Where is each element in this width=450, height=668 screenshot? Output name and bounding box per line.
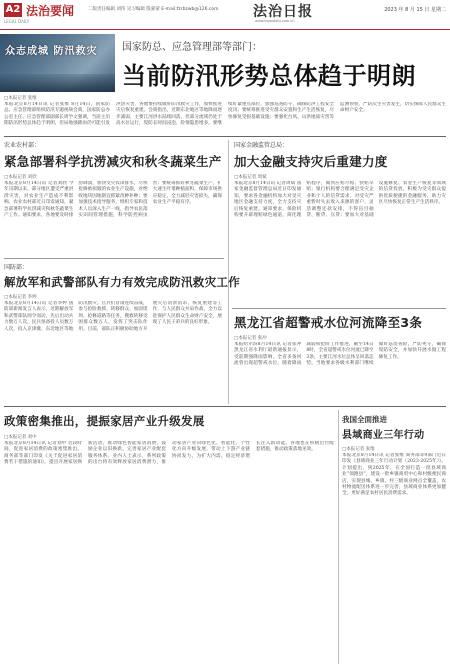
page-number-badge: A2	[5, 4, 21, 15]
divider-finance	[232, 308, 446, 309]
defense-kicker: 国防部：	[4, 264, 29, 271]
divider-agri	[4, 258, 224, 259]
finance-body: 本报北京8月14日讯 记者周斌 国家金融监督管理总局近日印发通知，要求各金融机构加大对受灾地区金融支持力度，全力支持灾后恢复重建。通知要求，保险机构要开辟理赔绿色通道，简化理赔程序，做到应赔尽赔、快赔早赔；银行机构要合理满足受灾企业和个人的信贷需求，对受灾严重暂时失去收入来源的客户，灵活调整还款安排，不得盲目抽贷、断贷、压贷；要加大对基础设施修复、农业生产恢复等领域的信贷投放，积极为受灾群众提供优质便捷的金融服务，助力灾区尽快恢复正常生产生活秩序。	[234, 181, 446, 219]
finance-headline: 加大金融支持灾后重建力度	[234, 154, 388, 169]
column-divider	[228, 140, 229, 404]
defense-headline: 解放军和武警部队有力有效完成防汛救灾工作	[4, 275, 240, 289]
section-title: 法治要闻	[26, 4, 75, 18]
heilongjiang-body: 本报哈尔滨8月14日讯 记者张冲 黑龙江省水利厅最新通报显示，受前期强降雨影响，全省多条河流曾出现超警戒水位。随着降雨减弱和抢险工作推进，截至14日8时，全省超警戒水位河流已降至3条，主要江河水位总体呈回落态势。当地要求各级水利部门继续做好巡堤查险，严防死守，确保堤防安全，并加快开展水毁工程修复工作。	[234, 342, 446, 367]
finance-byline: □本报记者 周斌	[234, 175, 267, 180]
flood-photo	[0, 34, 115, 92]
header-english-name: LEGAL DAILY	[4, 19, 30, 24]
county-body: 本报北京8月14日讯 记者张维 商务部等9部门近日印发《县域商业三年行动计划（2023-2025年）》。计划提出，到2025年，在全国打造一批县域商业“领跑县”，建设一批乡镇商贸中心和村级便民商店，实现县城、乡镇、村三级商业网点全覆盖，农村物流配送体系进一步完善，县域商业体系更加健全，更好满足农村居民消费需求。	[342, 453, 446, 497]
lead-headline: 当前防汛形势总体趋于明朗	[122, 62, 416, 90]
banner-tag: 众志成城 防汛救灾	[5, 46, 98, 57]
agri-headline: 紧急部署科学抗涝减灾和秋冬蔬菜生产	[4, 154, 222, 169]
agri-body: 本报北京8月14日讯 记者刘欣 今年汛期以来，部分地区遭受严重洪涝灾害，对农业生产造成不利影响。农业农村部近日印发通知，紧急部署科学抗涝减灾和秋冬蔬菜生产工作。通知要求，各地要及时排涝降渍，加快受灾农田排水，尽快抢修被损毁的农业生产设施，对绝收地块因地制宜抓紧改种补种；要加强技术指导服务，组织专家和技术人员深入生产一线，指导农民落实田间管理措施，科学防控病虫害；要统筹抓好秋冬蔬菜生产，扩大速生叶菜种植面积，保障市场供应稳定，全力减轻灾害损失，确保农业生产平稳有序。	[4, 181, 222, 219]
housing-body: 本报北京8月14日讯 记者刘中 近段时间，促进家居消费的政策密集推出。商务部等部门印发《关于促进家居消费若干措施的通知》，提出开展家居焕新活动，推动绿色智能家居消费，鼓励企业以旧换新，完善家居产业配套服务体系。业内人士表示，系列政策的出台将有效释放家居消费潜力，推动家居产业向绿色化、智能化、个性化方向升级发展，带动上下游产业链协同发力，为扩大内需、稳定经济增长注入新动能。各地也在积极出台配套措施，推动政策落地见效。	[4, 441, 334, 466]
defense-byline: □本报记者 李婷	[4, 295, 37, 300]
lead-body: 本报北京8月14日讯 记者张维 8月14日，国家防总、应急管理部组织防汛专题视频会商，国家防总办公室主任、应急管理部副部长周学文强调，当前主汛期防汛形势总体趋于明朗，但局地强降雨仍可能引发洪涝灾害，各地要持续做好防汛救灾工作，加快推进灾后恢复重建。会商指出，近期东北地区等地降雨逐步减弱，主要江河洪水陆续回落，但部分流域仍处于高水位运行，堤防长时间浸泡，险情隐患增多。要继续盯紧重点部位，加强巡查防守，确保防洪工程安全度汛；要统筹推进受灾群众安置和生产生活恢复，尽快修复受损基础设施；要强化台风、山洪地质灾害等监测预警，严防次生灾害发生，切实保障人民群众生命财产安全。	[4, 102, 446, 127]
housing-byline: □本报记者 刘中	[4, 435, 37, 440]
masthead	[0, 0, 450, 30]
finance-kicker: 国家金融监管总局：	[234, 142, 289, 149]
issue-date: 2023 年 8 月 15 日 星期二	[384, 7, 446, 13]
county-byline: □本报记者 张维	[342, 447, 375, 452]
heilongjiang-byline: □本报记者 张冲	[234, 336, 267, 341]
lead-kicker: 国家防总、应急管理部等部门：	[122, 42, 262, 53]
agri-byline: □本报记者 刘欣	[4, 175, 37, 180]
column-divider-lower	[338, 410, 339, 664]
heilongjiang-headline: 黑龙江省超警戒水位河流降至3条	[234, 315, 423, 330]
editor-info: 二版责任编辑 刘伟 见习编辑 殷蒙蒙 E-mail:fzrbzwb@126.com	[88, 7, 219, 12]
agri-kicker: 农业农村部：	[4, 142, 41, 149]
newspaper-url: www.legaldaily.com.cn	[255, 19, 295, 23]
section-divider-lower	[4, 406, 446, 407]
county-kicker: 我国全面推进	[342, 415, 387, 424]
defense-body: 本报北京8月14日讯 记者李婷 国防部新闻发言人表示，近期解放军和武警部队闻令而动，先后出动兵力数万人次，民兵预备役人员数万人次，投入京津冀、东北地区等地防汛救灾。官兵们冒雨连续奋战，参与抢险救援、转移群众、加固堤坝、抢修道路等任务，搜救转移受困群众数万人，发挥了突击队作用。目前，部队正积极协助地方开展灾后清淤消杀、恢复重建等工作，与人民群众并肩作战，全力以赴保护人民群众生命财产安全，展现了人民子弟兵的良好形象。	[4, 301, 222, 332]
lead-byline: □本报记者 张维	[4, 96, 37, 101]
housing-headline: 政策密集推出，提振家居产业升级发展	[4, 414, 205, 428]
county-headline: 县域商业三年行动	[342, 430, 425, 441]
section-divider	[4, 136, 446, 137]
newspaper-logo: 法治日报	[253, 4, 313, 20]
